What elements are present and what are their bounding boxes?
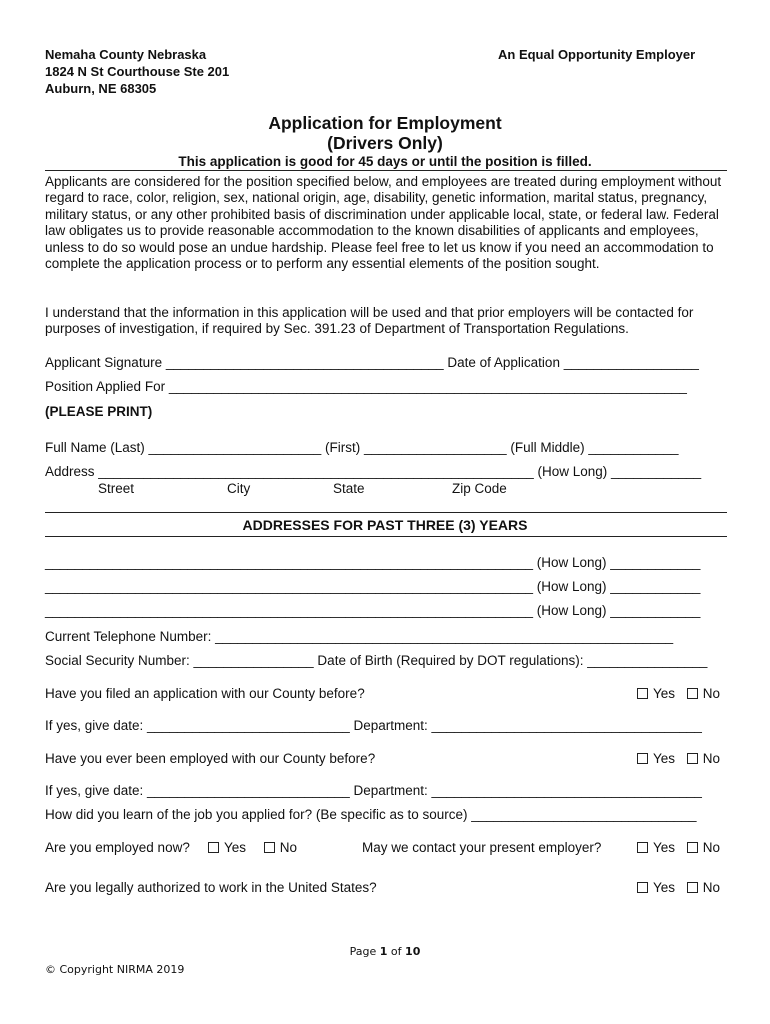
employed-now-no[interactable]: No [264, 840, 297, 855]
employed-before-options [637, 751, 720, 766]
eeo-statement: Applicants are considered for the position specified below, and employees are treated during employment without regard to race, color, religion, sex, national origin, age, disability, genetic information, marital status, pregnancy, military status, or any other prohibited basis of discrimination under applicable local, state, or federal law. Federal law obligates us to provide reasonable accommodation to the known disabilities of applicants and employees, unless to do so would pose an undue hardship. Please feel free to let us know if you need an accommodation to complete the application process or to perform any essential elements of the position sought. [45, 174, 722, 272]
ssn-dob-field[interactable]: Social Security Number: ________________ Date of Birth (Required by DOT regulations): ________________ [45, 653, 708, 668]
checkbox-icon[interactable] [687, 688, 698, 699]
telephone-field[interactable]: Current Telephone Number: _____________________________________________________________ [45, 629, 674, 644]
employed-now-yes[interactable]: Yes [208, 840, 246, 855]
please-print-label: (PLEASE PRINT) [45, 404, 153, 419]
org-address-line1: 1824 N St Courthouse Ste 201 [45, 64, 230, 79]
checkbox-icon[interactable] [687, 882, 698, 893]
form-subtitle: (Drivers Only) [327, 133, 443, 153]
checkbox-icon[interactable] [687, 753, 698, 764]
past-address-line-1[interactable]: _________________________________________________________________ (How Long) ____________ [45, 555, 701, 570]
contact-employer-question: May we contact your present employer? [362, 840, 602, 855]
employed-now-options [208, 840, 297, 855]
work-authorization-options [637, 880, 720, 895]
form-title: Application for Employment [268, 113, 502, 133]
investigation-statement: I understand that the information in this application will be used and that prior employers will be contacted for purposes of investigation, if required by Sec. 391.23 of Department of Transportation Regulations. [45, 305, 694, 337]
employed-before-yes[interactable]: Yes [637, 751, 675, 766]
section-divider-bottom [45, 536, 727, 537]
work-authorization-no[interactable]: No [687, 880, 720, 895]
checkbox-icon[interactable] [637, 753, 648, 764]
page-number: Page 1 of 10 [349, 945, 421, 958]
org-address-line2: Auburn, NE 68305 [45, 81, 157, 96]
address-street-label: Street [98, 481, 135, 496]
filed-before-yes[interactable]: Yes [637, 686, 675, 701]
section-divider-top [45, 512, 727, 513]
full-name-field[interactable]: Full Name (Last) _______________________ (First) ___________________ (Full Middle) ____________ [45, 440, 679, 455]
contact-employer-options [637, 840, 720, 855]
employed-date-field[interactable]: If yes, give date: ___________________________ Department: ____________________________________ [45, 783, 702, 798]
contact-employer-yes[interactable]: Yes [637, 840, 675, 855]
employed-now-question: Are you employed now? [45, 840, 190, 855]
filed-before-options [637, 686, 720, 701]
filed-before-no[interactable]: No [687, 686, 720, 701]
position-field[interactable]: Position Applied For _____________________________________________________________________ [45, 379, 687, 394]
learn-job-field[interactable]: How did you learn of the job you applied for? (Be specific as to source) ______________________________ [45, 807, 697, 822]
address-zip-label: Zip Code [452, 481, 507, 496]
checkbox-icon[interactable] [687, 842, 698, 853]
checkbox-icon[interactable] [637, 882, 648, 893]
work-authorization-question: Are you legally authorized to work in the United States? [45, 880, 377, 895]
employed-before-question: Have you ever been employed with our County before? [45, 751, 376, 766]
work-authorization-yes[interactable]: Yes [637, 880, 675, 895]
address-state-label: State [333, 481, 365, 496]
checkbox-icon[interactable] [208, 842, 219, 853]
equal-opportunity-label: An Equal Opportunity Employer [498, 47, 696, 62]
checkbox-icon[interactable] [637, 842, 648, 853]
copyright-notice: © Copyright NIRMA 2019 [45, 963, 185, 976]
address-city-label: City [227, 481, 251, 496]
checkbox-icon[interactable] [264, 842, 275, 853]
checkbox-icon[interactable] [637, 688, 648, 699]
past-address-line-2[interactable]: _________________________________________________________________ (How Long) ____________ [45, 579, 701, 594]
title-divider [45, 170, 727, 171]
filed-date-field[interactable]: If yes, give date: ___________________________ Department: ____________________________________ [45, 718, 702, 733]
filed-before-question: Have you filed an application with our County before? [45, 686, 365, 701]
org-name: Nemaha County Nebraska [45, 47, 207, 62]
past-addresses-heading: ADDRESSES FOR PAST THREE (3) YEARS [242, 517, 528, 533]
validity-notice: This application is good for 45 days or until the position is filled. [178, 154, 592, 169]
address-field[interactable]: Address __________________________________________________________ (How Long) ____________ [45, 464, 702, 479]
signature-field[interactable]: Applicant Signature _____________________________________ Date of Application __________________ [45, 355, 699, 370]
employed-before-no[interactable]: No [687, 751, 720, 766]
contact-employer-no[interactable]: No [687, 840, 720, 855]
past-address-line-3[interactable]: _________________________________________________________________ (How Long) ____________ [45, 603, 701, 618]
